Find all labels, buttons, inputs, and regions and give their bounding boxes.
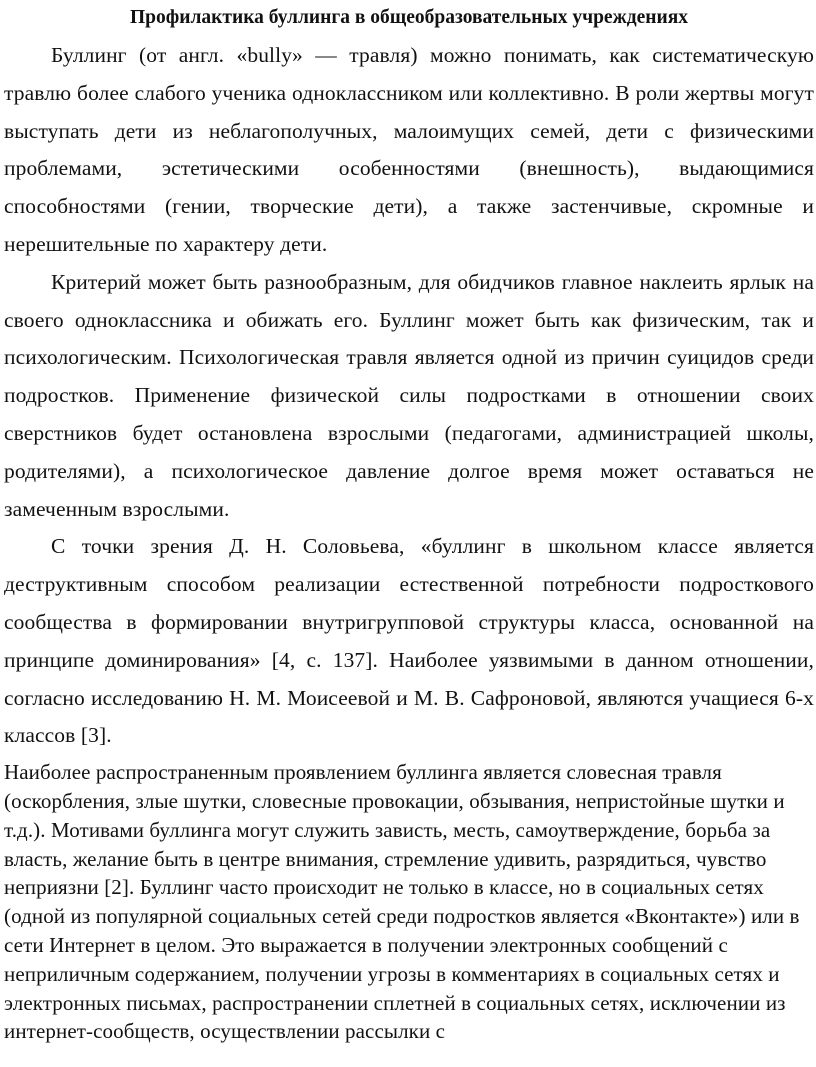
document-title: Профилактика буллинга в общеобразовательных учреждениях bbox=[129, 7, 689, 28]
paragraph-verbal-bullying: Наиболее распространенным проявлением буллинга является словесная травля (оскорбления, злые шутки, словесные провокации, обзывания, непристойные шутки и т.д.). Мотивами буллинга могут служить зависть, месть, самоутверждение, борьба за власть, желание быть в центре внимания, стремление удивить, разрядиться, чувство неприязни [2]. Буллинг часто происходит не только в классе, но в социальных сетях (одной из популярной социальных сетей среди подростков является «Вконтакте») или в сети Интернет в целом. Это выражается в получении электронных сообщений с неприличным содержанием, получении угрозы в комментариях в социальных сетях и электронных письмах, распространении сплетней в социальных сетях, исключении из интернет-сообществ, осуществлении рассылки с bbox=[4, 760, 800, 1044]
paragraph-bullying-criteria: Критерий может быть разнообразным, для обидчиков главное наклеить ярлык на своего одноклассника и обижать его. Буллинг может быть как физическим, так и психологическим. Психологическая травля является одной из причин суицидов среди подростков. Применение физической силы подростками в отношении своих сверстников будет остановлена взрослыми (педагогами, администрацией школы, родителями), а психологическое давление долгое время может оставаться не замеченным взрослыми. bbox=[4, 269, 814, 521]
paragraph-solovyev-quote: С точки зрения Д. Н. Соловьева, «буллинг в школьном классе является деструктивным способом реализации естественной потребности подросткового сообщества в формировании внутригрупповой структуры класса, основанной на принципе доминирования» [4, с. 137]. Наиболее уязвимыми в данном отношении, согласно исследованию Н. М. Моисеевой и М. В. Сафроновой, являются учащиеся 6-х классов [3]. bbox=[4, 534, 814, 748]
paragraph-bullying-definition: Буллинг (от англ. «bully» — травля) можно понимать, как систематическую травлю более слабого ученика одноклассником или коллективно. В роли жертвы могут выступать дети из неблагополучных, малоимущих семей, дети с физическими проблемами, эстетическими особенностями (внешность), выдающимися способностями (гении, творческие дети), а также застенчивые, скромные и нерешительные по характеру дети. bbox=[4, 43, 814, 256]
